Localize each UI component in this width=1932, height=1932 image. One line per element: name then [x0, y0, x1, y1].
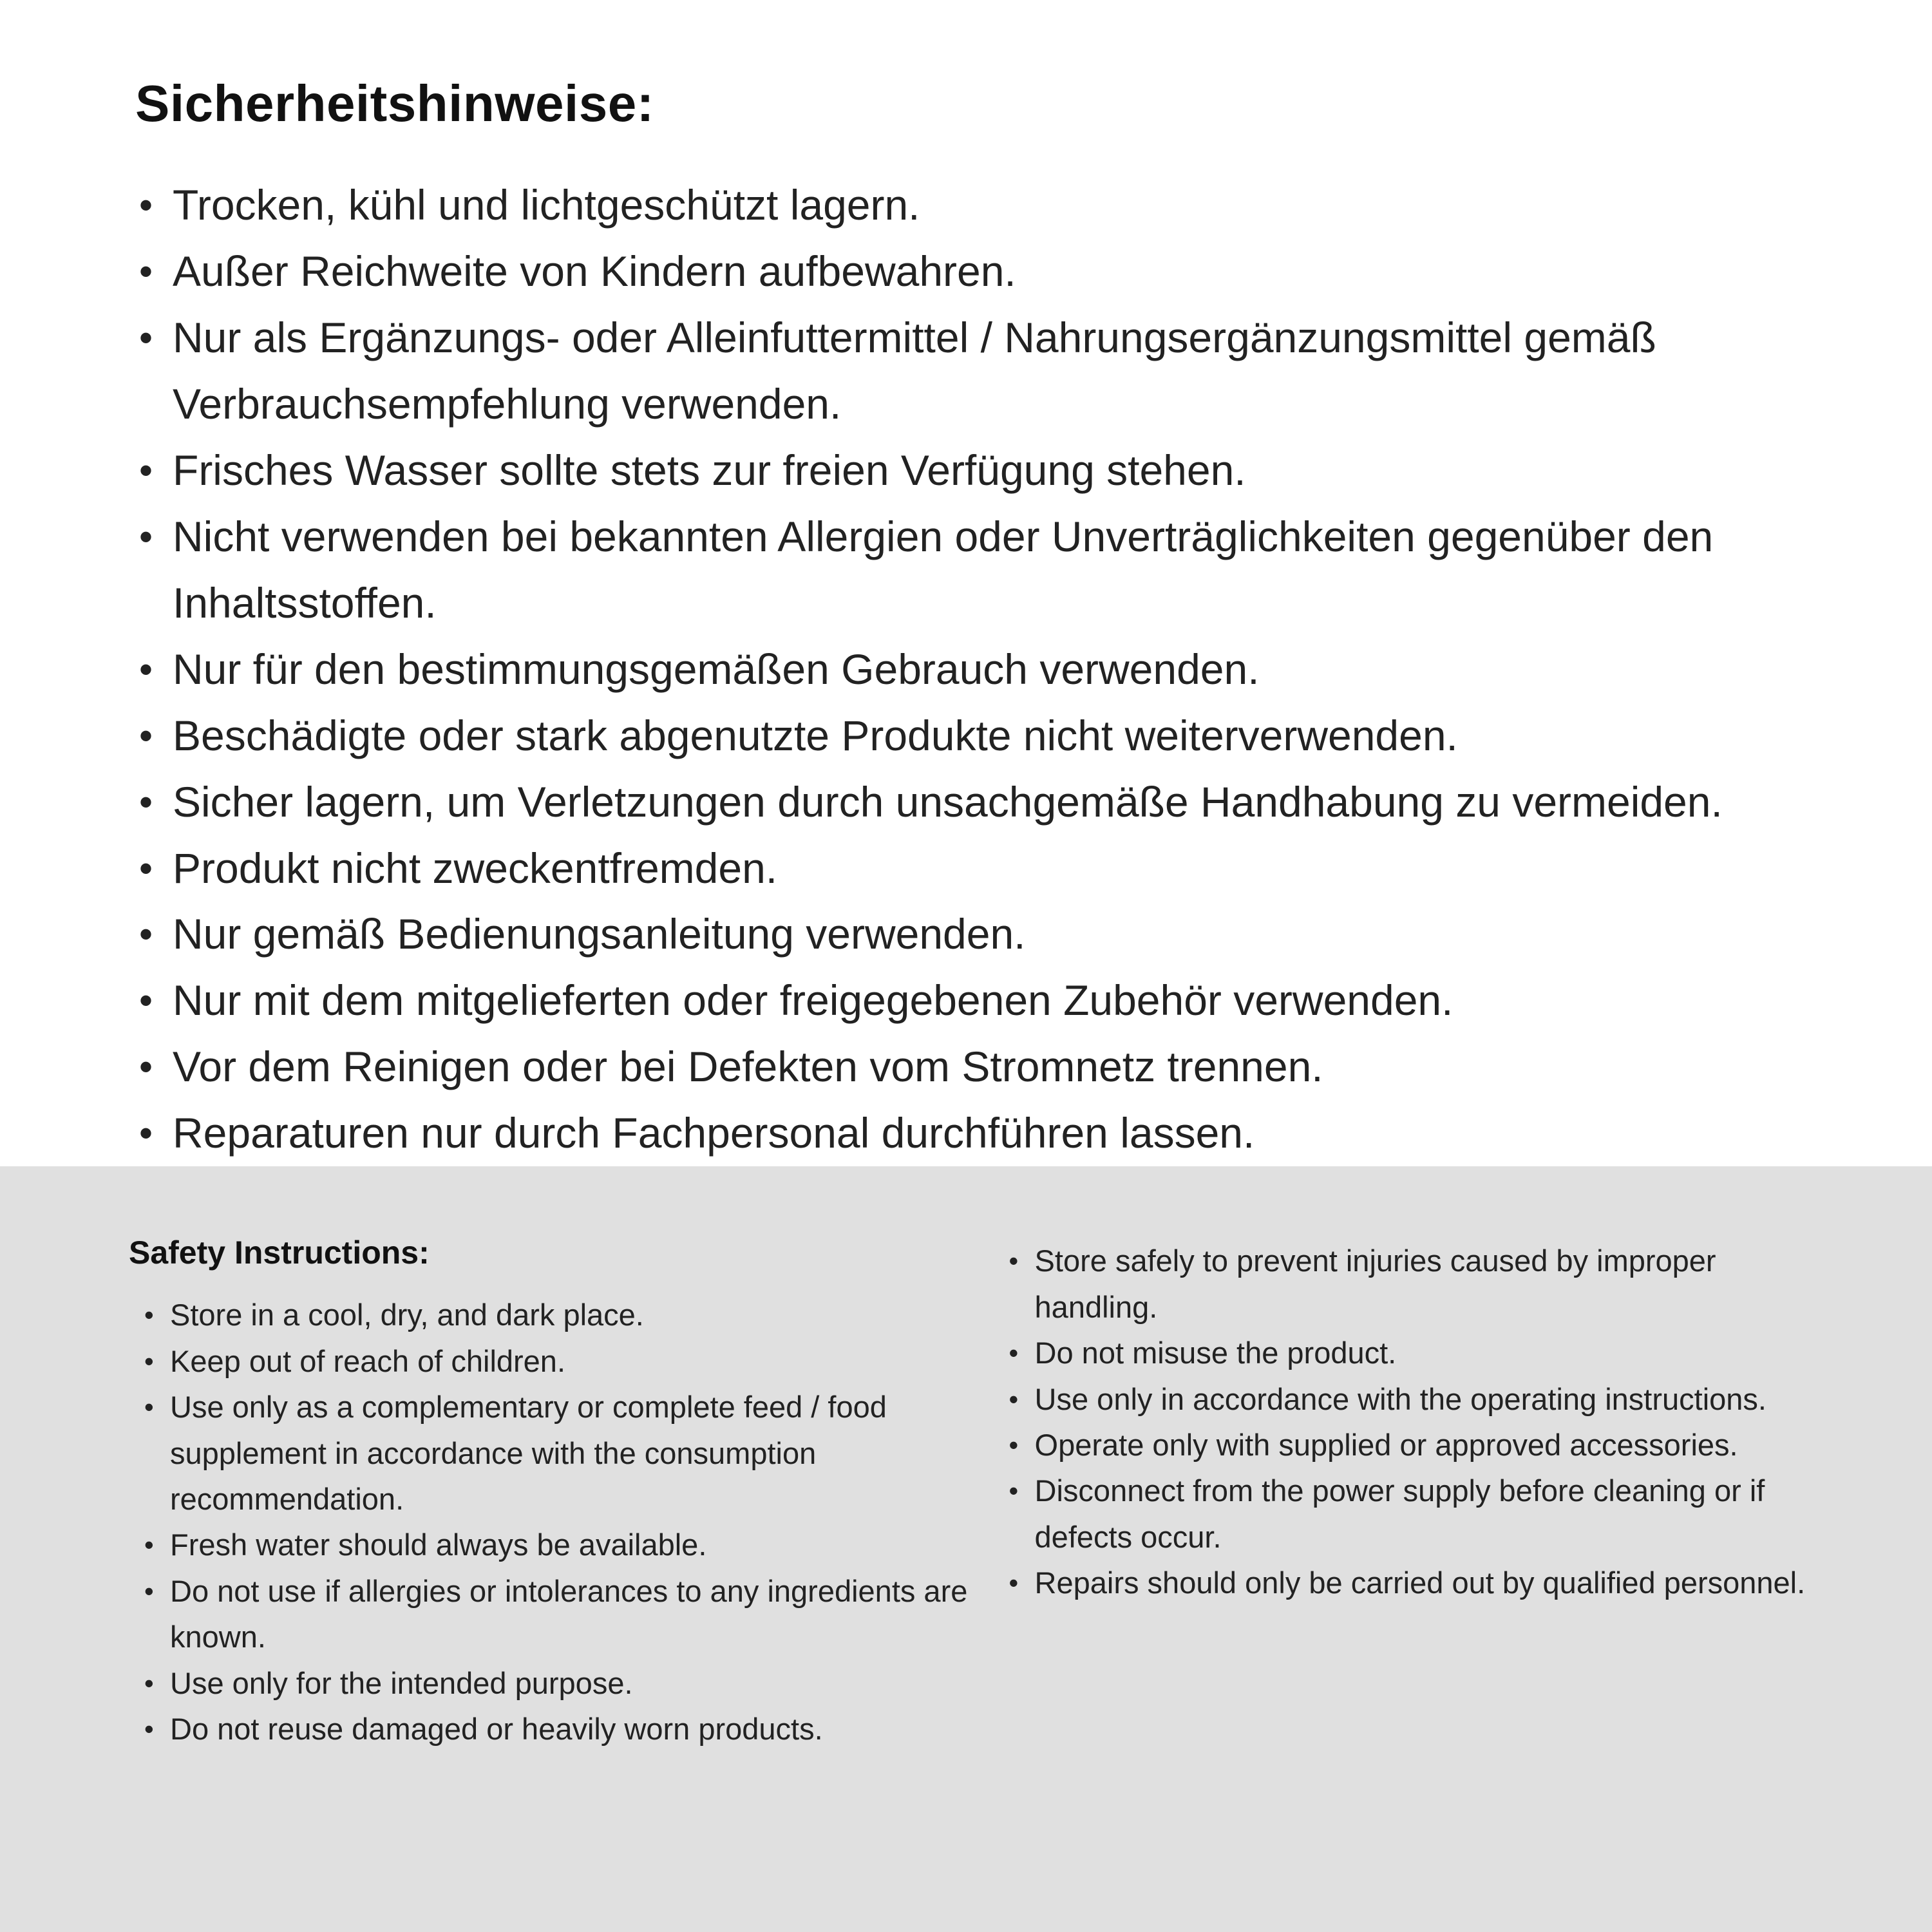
list-item: • Do not misuse the product. [1008, 1330, 1835, 1376]
list-item: • Beschädigte oder stark abgenutzte Produkte nicht weiterverwenden. [135, 703, 1816, 769]
english-safety-list-right [1008, 1238, 1835, 1606]
german-section-title: Sicherheitshinweise: [135, 75, 654, 132]
list-item: • Vor dem Reinigen oder bei Defekten vom Stromnetz trennen. [135, 1034, 1816, 1100]
list-item: • Use only as a complementary or complete feed / food supplement in accordance with the consumption recommendation. [143, 1384, 1008, 1522]
list-item: • Reparaturen nur durch Fachpersonal durchführen lassen. [135, 1100, 1816, 1166]
list-item: • Nur für den bestimmungsgemäßen Gebrauch verwenden. [135, 636, 1816, 703]
list-item: • Disconnect from the power supply before cleaning or if defects occur. [1008, 1468, 1835, 1560]
list-item: • Repairs should only be carried out by qualified personnel. [1008, 1560, 1835, 1605]
list-item: • Do not reuse damaged or heavily worn products. [143, 1706, 1008, 1752]
list-item: • Keep out of reach of children. [143, 1338, 1008, 1384]
list-item: • Sicher lagern, um Verletzungen durch unsachgemäße Handhabung zu vermeiden. [135, 769, 1816, 835]
english-safety-list-left [143, 1292, 1008, 1752]
list-item: • Operate only with supplied or approved accessories. [1008, 1422, 1835, 1468]
english-section-title: Safety Instructions: [129, 1235, 430, 1271]
list-item: • Use only in accordance with the operating instructions. [1008, 1376, 1835, 1422]
list-item: • Store safely to prevent injuries caused by improper handling. [1008, 1238, 1835, 1330]
list-item: • Produkt nicht zweckentfremden. [135, 835, 1816, 902]
list-item: • Do not use if allergies or intolerances to any ingredients are known. [143, 1568, 1008, 1660]
list-item: • Store in a cool, dry, and dark place. [143, 1292, 1008, 1338]
list-item: • Nur gemäß Bedienungsanleitung verwenden. [135, 901, 1816, 967]
english-safety-section [0, 1166, 1932, 1932]
list-item: • Use only for the intended purpose. [143, 1660, 1008, 1706]
german-safety-list [135, 172, 1816, 1166]
english-right-column [1008, 1234, 1835, 1932]
list-item: • Frisches Wasser sollte stets zur freien Verfügung stehen. [135, 437, 1816, 504]
list-item: • Nicht verwenden bei bekannten Allergien oder Unverträglichkeiten gegenüber den Inhaltsstoffen. [135, 504, 1816, 636]
list-item: • Außer Reichweite von Kindern aufbewahren. [135, 238, 1816, 305]
list-item: • Nur mit dem mitgelieferten oder freigegebenen Zubehör verwenden. [135, 967, 1816, 1034]
list-item: • Fresh water should always be available. [143, 1522, 1008, 1567]
english-left-column [129, 1234, 1008, 1932]
list-item: • Trocken, kühl und lichtgeschützt lagern. [135, 172, 1816, 238]
list-item: • Nur als Ergänzungs- oder Alleinfuttermittel / Nahrungsergänzungsmittel gemäß Verbrauchsempfehlung verwenden. [135, 305, 1816, 437]
